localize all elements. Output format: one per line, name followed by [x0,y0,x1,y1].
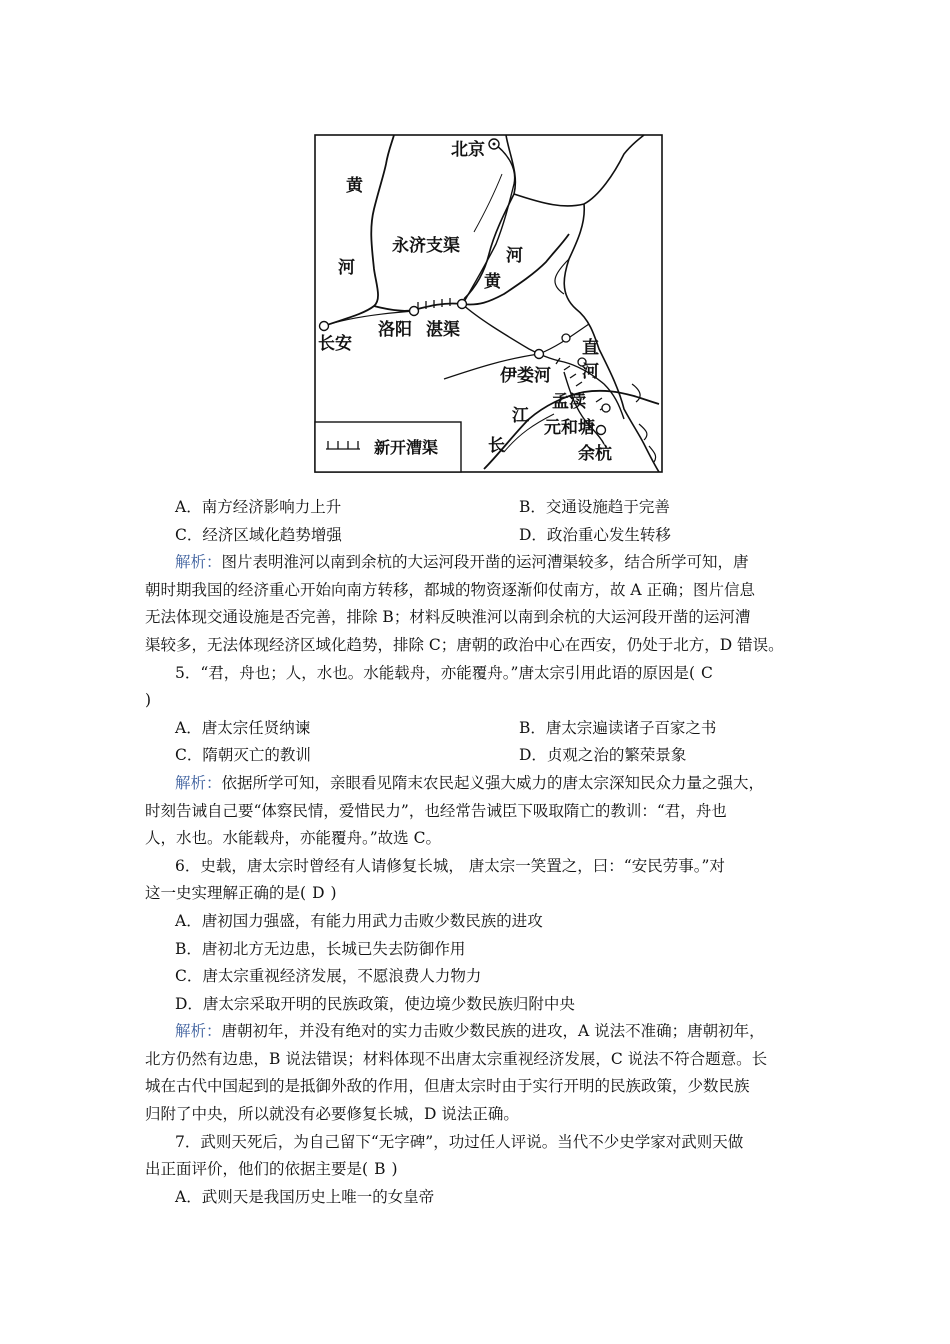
q7-answer: B [374,1160,386,1179]
label-mengdu: 孟渎 [552,392,586,412]
q5-option-d: D．贞观之治的繁荣景象 [519,746,687,765]
label-chang: 长 [488,436,505,456]
q4-analysis-line2: 朝时期我国的经济重心开始向南方转移，都城的物资逐渐仰仗南方，故 A 正确；图片信息 [145,580,756,599]
q5-analysis-line2: 时刻告诫自己要“体察民情，爱惜民力”，也经常告诫臣下吸取隋亡的教训：“君，舟也 [145,801,727,820]
q6-option-d: D．唐太宗采取开明的民族政策，使边境少数民族归附中央 [175,994,575,1013]
legend-label: 新开漕渠 [374,438,439,457]
q6-stem-line1: 6．史载，唐太宗时曾经有人请修复长城， 唐太宗一笑置之，曰：“安民劳事。”对 [175,856,725,875]
label-yuhang: 余杭 [578,444,612,464]
q4-option-a: A．南方经济影响力上升 [175,498,342,516]
q6-analysis-line1: 解析：唐朝初年，并没有绝对的实力击败少数民族的进攻，A 说法不准确；唐朝初年， [175,1022,765,1041]
q4-analysis-line4: 渠较多，无法体现经济区域化趋势，排除 C；唐朝的政治中心在西安，仍处于北方，D 错误。 [145,635,784,654]
label-luoyang: 洛阳 [378,320,412,340]
q6-stem-line2: 这一史实理解正确的是( D ) [145,880,825,908]
label-he-3: 河 [582,362,599,382]
q5-answer: C [701,663,713,682]
q5-option-b: B．唐太宗遍读诸子百家之书 [519,718,717,737]
q4-analysis-label: 解析： [175,553,222,572]
label-huang-2: 黄 [484,272,501,292]
label-chenqu: 湛渠 [426,320,460,340]
yellow-river-upper [324,135,394,326]
q5-stem-line2: ) [145,691,152,710]
q4-options-row2 [145,522,825,550]
luoyang-marker [410,307,419,316]
map-graphic [314,134,664,474]
q5-analysis-label: 解析： [175,773,222,792]
q5-options-row1 [145,715,825,743]
q4-option-d: D．政治重心发生转移 [519,525,671,544]
huai-marker [535,350,544,359]
q4-options-row1 [145,494,825,522]
label-beijing: 北京 [451,140,485,160]
q6-analysis-line2: 北方仍然有边患，B 说法错误；材料体现不出唐太宗重视经济发展，C 说法不符合题意。长 [145,1049,768,1068]
q5-stem-line1: 5．“君，舟也；人，水也。水能载舟，亦能覆舟。”唐太宗引用此语的原因是( C [145,660,825,688]
q5-options-row2 [145,742,825,770]
yuhang-marker [597,426,606,435]
q6-option-b: B．唐初北方无边患，长城已失去防御作用 [175,939,466,958]
label-he-1: 河 [338,258,355,278]
label-yuanhetang: 元和塘 [544,418,595,438]
q6-option-a: A．唐初国力强盛，有能力用武力击败少数民族的进攻 [175,911,543,930]
q4-analysis-line1: 解析：图片表明淮河以南到余杭的大运河段开凿的运河漕渠较多，结合所学可知，唐 [175,553,749,572]
q5-option-a: A．唐太宗任贤纳谏 [175,718,311,737]
q4-option-c: C．经济区域化趋势增强 [175,525,342,544]
q6-answer: D [312,884,325,903]
q5-analysis-line3: 人，水也。水能载舟，亦能覆舟。”故选 C。 [145,829,441,848]
label-yongji: 永济支渠 [392,236,460,256]
q6-analysis-label: 解析： [175,1022,222,1041]
label-yilouhe: 伊娄河 [500,366,551,386]
q4-option-b: B．交通设施趋于完善 [519,498,670,516]
canal-junction-marker [458,300,467,309]
q6-analysis-line4: 归附了中央，所以就没有必要修复长城，D 说法正确。 [145,1105,519,1124]
q4-analysis-line3: 无法体现交通设施是否完善，排除 B；材料反映淮河以南到余杭的大运河段开凿的运河漕 [145,608,751,627]
changan-marker [320,322,329,331]
q7-stem-line2: 出正面评价，他们的依据主要是( B ) [145,1156,825,1184]
label-huang-1: 黄 [346,176,363,196]
canal-map [314,134,664,474]
q5-analysis-line1: 解析：依据所学可知，亲眼看见隋末农民起义强大威力的唐太宗深知民众力量之强大， [175,773,765,792]
q5-option-c: C．隋朝灭亡的教训 [175,746,311,765]
q6-option-c: C．唐太宗重视经济发展，不愿浪费人力物力 [175,967,482,986]
question-text [145,494,825,1211]
label-he-2: 河 [506,246,523,266]
q7-stem-line1: 7．武则天死后，为自己留下“无字碑”，功过任人评说。当代不少史学家对武则天做 [175,1132,744,1151]
q6-analysis-line3: 城在古代中国起到的是抵御外敌的作用，但唐太宗时由于实行开明的民族政策，少数民族 [145,1077,750,1096]
label-changan: 长安 [318,334,352,354]
q7-option-a: A．武则天是我国历史上唯一的女皇帝 [175,1187,435,1206]
label-jiang: 江 [512,406,529,426]
tongji-canal [462,304,624,419]
label-zhi: 直 [582,338,599,358]
